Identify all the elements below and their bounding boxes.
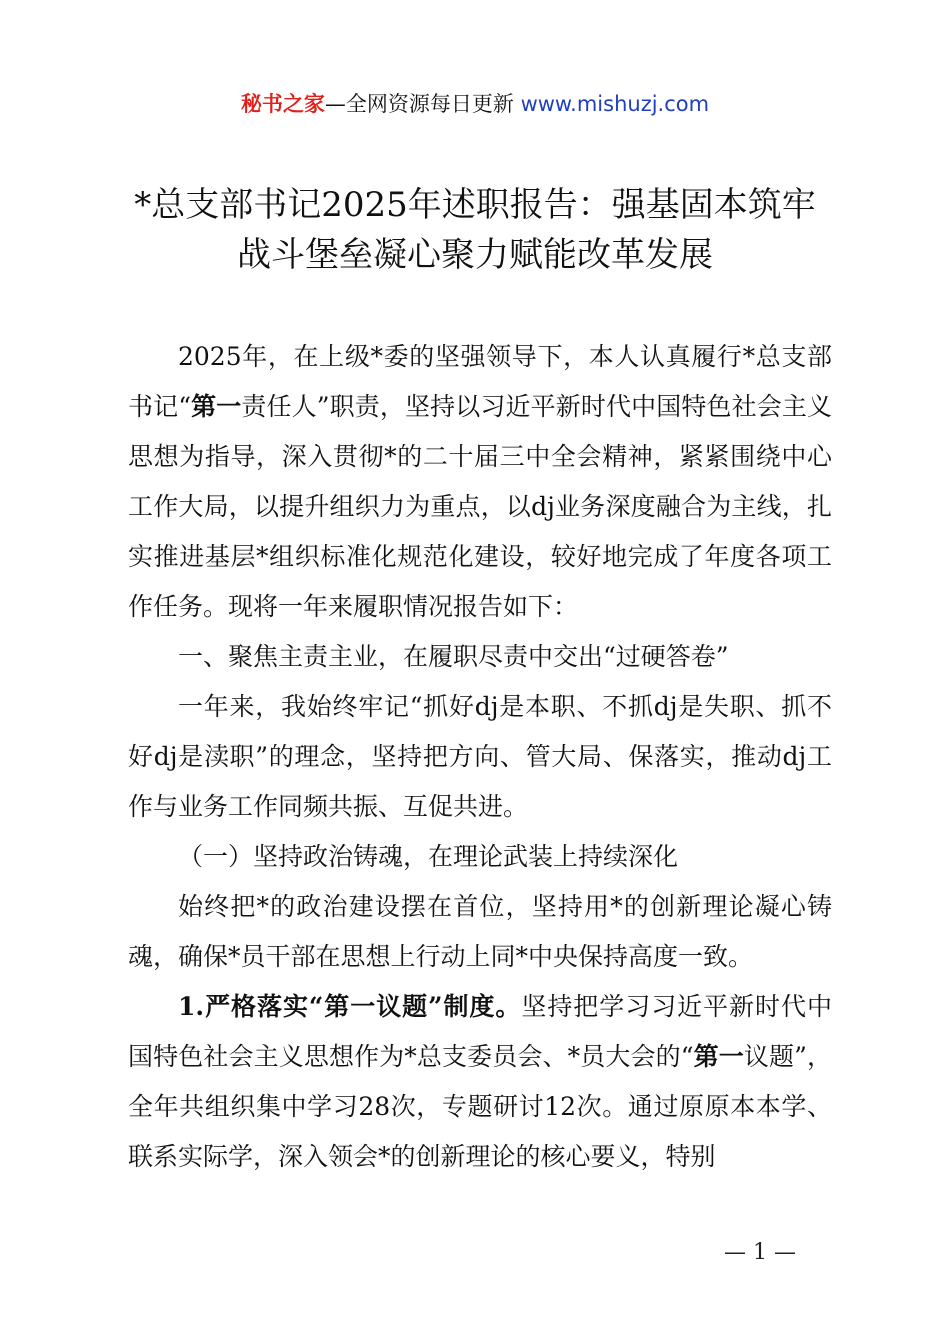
title-line-2: 战斗堡垒凝心聚力赋能改革发展 [237,235,713,275]
intro-text-a: 2025年，在上级*委的坚强领导下，本人认真履行*总支部书记“ [128,342,832,421]
site-header [0,88,950,120]
section-1-paragraph: 一年来，我始终牢记“抓好dj是本职、不抓dj是失职、抓不好dj是渎职”的理念，坚持把方向、管大局、保落实，推动dj工作与业务工作同频共振、互促共进。 [128,692,832,821]
subsection-1-paragraph: 始终把*的政治建设摆在首位，坚持用*的创新理论凝心铸魂，确保*员干部在思想上行动上同*中央保持高度一致。 [128,892,832,971]
item-1-text-bold: 第一 [693,1042,744,1071]
title-line-1: *总支部书记2025年述职报告：强基固本筑牢 [134,185,816,225]
site-url: www.mishuzj.com [520,92,710,116]
item-1-text-a: 坚持把学习习近平新时代中国特色社会主义思想作为*总支委员会、*员大会的“ [128,992,832,1071]
item-1-text-c: 议题”，全年共组织集中学习28次，专题研讨12次。通过原原本本学、联系实际学，深入领会*的创新理论的核心要义，特别 [128,1042,832,1171]
page-number: — 1 — [724,1240,796,1265]
item-1-lead: 1.严格落实“第一议题”制度。 [178,992,522,1021]
intro-text-bold: 第一 [191,392,242,421]
intro-paragraph [128,332,832,632]
brand-name: 秘书之家 [240,92,325,116]
item-1-paragraph [128,982,832,1182]
section-heading-1: 一、聚焦主责主业，在履职尽责中交出“过硬答卷” [178,642,729,671]
intro-text-c: 责任人”职责，坚持以习近平新时代中国特色社会主义思想为指导，深入贯彻*的二十届三中全会精神，紧紧围绕中心工作大局，以提升组织力为重点，以dj业务深度融合为主线，扎实推进基层*组织标准化规范化建设，较好地完成了年度各项工作任务。现将一年来履职情况报告如下： [128,392,832,621]
document-body [128,332,832,1182]
subsection-heading-1: （一）坚持政治铸魂，在理论武装上持续深化 [178,842,679,871]
header-slogan: —全网资源每日更新 [324,92,521,116]
document-title [60,180,890,280]
